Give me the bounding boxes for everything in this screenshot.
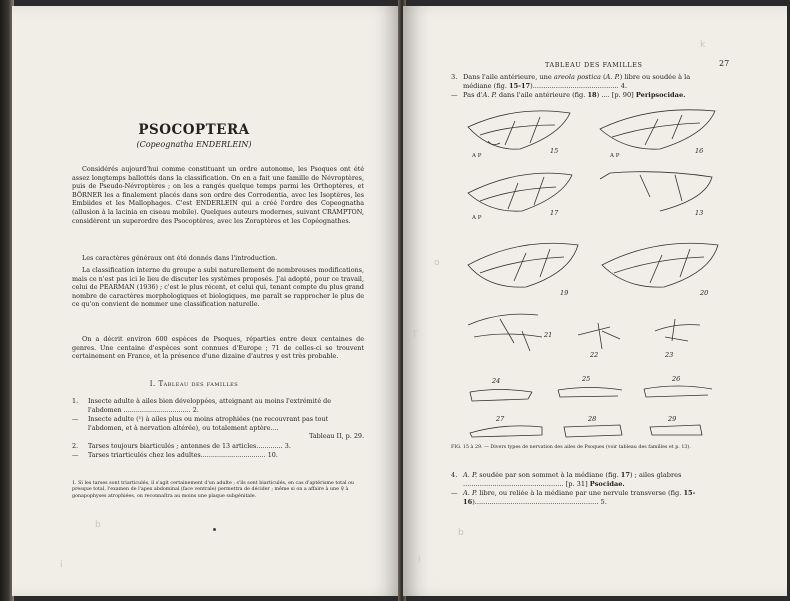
fig-label: 29 (668, 415, 677, 423)
key-text: Tarses toujours biarticulés ; antennes de 13 articles............. 3. (88, 441, 291, 450)
key-entry (451, 489, 719, 507)
key-ref: 3. (284, 441, 291, 450)
footnote: 1. Si les tarses sont triarticulés, il s'agit certainement d'un adulte ; s'ils sont biarticulés, en cas d'aptérisme total ou presque total, l'examen de l'apex abdominal (face ventrale) permettra de décider ; même si on a affaire à une ♀ à gonapophyses atrophiées, on reconnaîtra au moins une plaque subgénitale. (72, 481, 354, 499)
key-number: — (451, 489, 458, 497)
key-text: Pas d'A. P. dans l'aile antérieure (fig. 18) .... [p. 90] Peripsocidae. (463, 91, 686, 99)
fig-label: 22 (590, 351, 599, 359)
key-number: 2. (72, 441, 79, 450)
running-head: TABLEAU DES FAMILLES (545, 61, 643, 69)
key-entry (72, 451, 364, 460)
key-ref: 5. (600, 498, 607, 506)
watermark-letter: i (418, 555, 421, 565)
fig-label: 24 (492, 377, 501, 385)
ap-label: A P (610, 153, 620, 159)
fig-label: 28 (588, 415, 597, 423)
paragraph-classification: La classification interne du groupe a subi naturellement de nombreuses modifications, mais ce n'est pas ici le lieu de discuter les systèmes proposés. J'ai adopté, pour ce travail, celui de PEARMAN (1936) ; c'est le plus récent, et celui qui, tenant compte du plus grand nombre de caractères morphologiques et biologiques, me paraît se rapprocher le plus de ce qu'on convient de nommer une classification naturelle. (72, 266, 364, 309)
paragraph-intro: Considérés aujourd'hui comme constituant un ordre autonome, les Psoques ont été assez longtemps ballottés dans la classification. On en a fait une famille de Névroptères, puis de Pseudo-Névroptères ; on les a rangés quelque temps parmi les Orthoptères, et BÖRNER les a finalement placés dans son ordre des Corrodentia, avec les Isoptères, les Embiides et les Mallophages. C'est ENDERLEIN qui a créé l'ordre des Copeognatha (allusion à la lacinia en ciseau mobile). Quelques auteurs modernes, suivant CRAMPTON, considèrent un superordre des Psocoptères, avec les Zoraptères et les Copéognathes. (72, 165, 364, 225)
page-subtitle: (Copeognatha ENDERLEIN) (136, 140, 252, 149)
fig-label: 25 (582, 375, 591, 383)
page-mark (213, 528, 216, 531)
key-number: — (72, 415, 79, 424)
fig-label: 26 (672, 375, 681, 383)
watermark-letter: i (60, 560, 63, 570)
key-text: Dans l'aile antérieure, une areola postica (A. P.) libre ou soudée à la médiane (fig. 15-17)......................................... 4. (463, 73, 691, 90)
figure-caption: FIG. 15 à 29. — Divers types de nervation des ailes de Psoques (voir tableau des familles et p. 13). (451, 445, 691, 450)
section-heading: I. Tableau des familles (149, 380, 239, 388)
key-entry (451, 73, 719, 91)
wing-venation-figures (460, 105, 726, 445)
key-text: Insecte adulte (¹) à ailes plus ou moins atrophiées (ne recouvrant pas tout l'abdomen, et à nervation altérée), ou totalement aptère.... Tableau II, p. 29. (88, 415, 364, 441)
key-ref: Tableau II, p. 29. (309, 432, 364, 441)
fig-label: 27 (496, 415, 505, 423)
fig-label: 17 (550, 209, 559, 217)
key-entry (451, 471, 719, 489)
watermark-letter: b (458, 528, 464, 538)
ap-label: A P (472, 215, 482, 221)
key-list-left (72, 397, 364, 459)
key-entry (72, 397, 364, 414)
watermark-letter: T (412, 330, 418, 340)
key-number: — (72, 450, 79, 459)
page-number: 27 (719, 59, 730, 68)
fig-label: 20 (700, 289, 709, 297)
page-title: PSOCOPTERA (138, 122, 250, 138)
key-number: 4. (451, 471, 458, 479)
key-text: A. P. soudée par son sommet à la médiane (fig. 17) ; ailes glabres ................................................ [p. 31] Psocidae. (463, 471, 682, 488)
watermark-letter: k (700, 40, 706, 50)
key-text: A. P. libre, ou reliée à la médiane par une nervule transverse (fig. 15-16)........................................................... 5. (463, 489, 696, 506)
key-text: Tarses triarticulés chez les adultes................................ 10. (88, 450, 278, 459)
fig-label: 21 (544, 331, 553, 339)
watermark-letter: b (95, 520, 101, 530)
paragraph-species: On a décrit environ 600 espèces de Psoques, réparties entre deux centaines de genres. Une centaine d'espèces sont connues d'Europe ; 71 de celles-ci se trouvent certainement en France, et la présence d'une dizaine d'autres y est très probable. (72, 335, 364, 361)
ap-label: A P (472, 153, 482, 159)
fig-label: 13 (695, 209, 704, 217)
watermark-letter: o (434, 258, 440, 268)
key-text: Insecte adulte à ailes bien développées, atteignant au moins l'extrémité de l'abdomen ................................. 2. (88, 397, 332, 414)
key-number: — (451, 91, 458, 99)
key-entry (72, 415, 364, 441)
key-number: 1. (72, 397, 79, 405)
key-ref: 2. (192, 405, 199, 414)
key-ref: 10. (267, 450, 278, 459)
fig-label: 15 (550, 147, 559, 155)
key-number: 3. (451, 73, 458, 81)
key-list-right-top (451, 73, 719, 100)
fig-label: 16 (695, 147, 704, 155)
key-entry (451, 91, 719, 100)
paragraph-general: Les caractères généraux ont été donnés dans l'introduction. (82, 254, 278, 262)
key-entry (72, 442, 364, 451)
fig-label: 23 (665, 351, 674, 359)
fig-label: 19 (560, 289, 569, 297)
key-list-right-bottom (451, 471, 719, 507)
key-ref: 4. (620, 82, 628, 90)
